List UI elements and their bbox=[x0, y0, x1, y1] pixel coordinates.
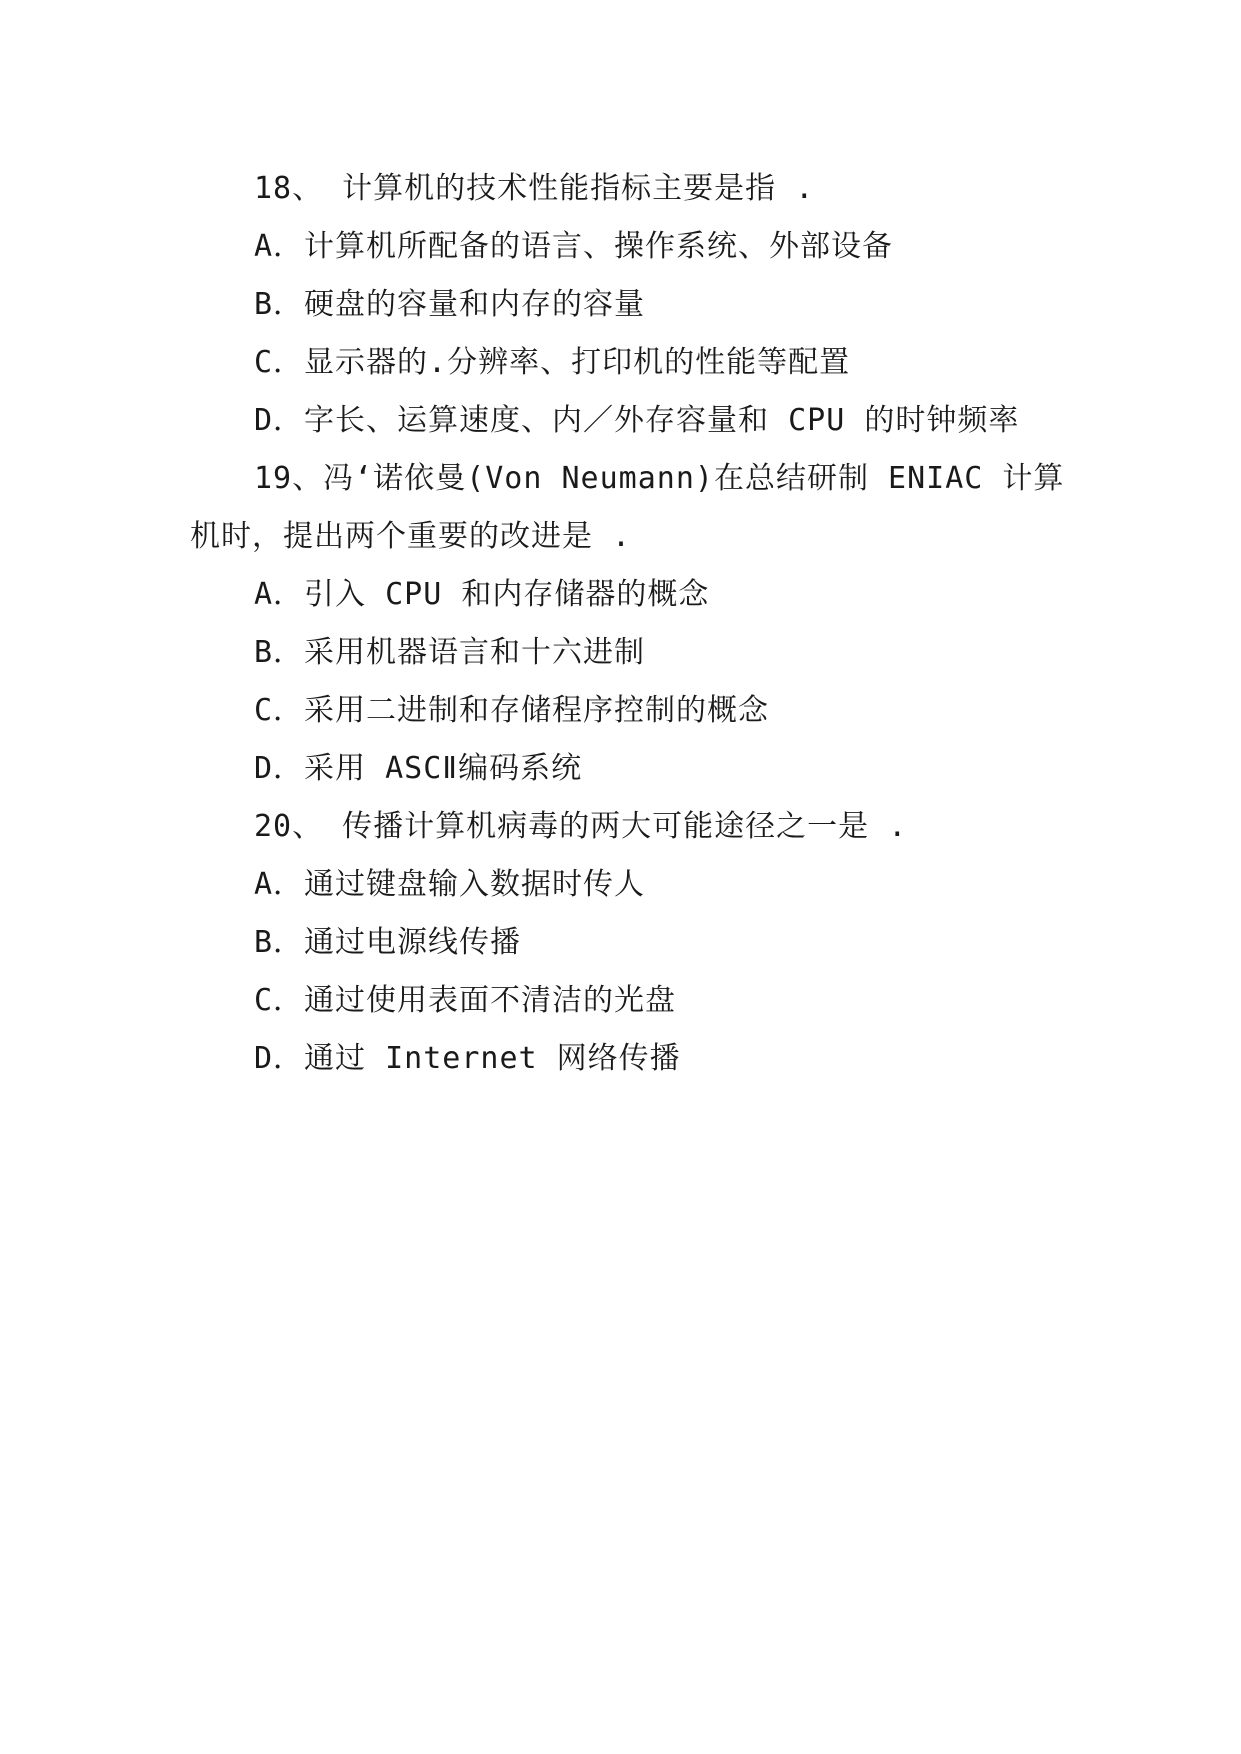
question-stem: 19、冯‘诺依曼(Von Neumann)在总结研制 ENIAC 计算 bbox=[254, 461, 1065, 496]
option-b: B．通过电源线传播 bbox=[254, 925, 522, 960]
option-b: B．采用机器语言和十六进制 bbox=[254, 635, 646, 670]
option-b: B．硬盘的容量和内存的容量 bbox=[254, 287, 646, 322]
option-d: D．通过 Internet 网络传播 bbox=[254, 1041, 681, 1076]
option-c: C．采用二进制和存储程序控制的概念 bbox=[254, 693, 770, 728]
question-19 bbox=[190, 450, 1070, 798]
question-18 bbox=[190, 160, 1070, 450]
question-stem: 18、 计算机的技术性能指标主要是指 . bbox=[254, 171, 815, 206]
option-a: A．通过键盘输入数据时传人 bbox=[254, 867, 646, 902]
option-a: A．计算机所配备的语言、操作系统、外部设备 bbox=[254, 229, 894, 264]
option-d: D．字长、运算速度、内／外存容量和 CPU 的时钟频率 bbox=[254, 403, 1020, 438]
question-stem: 20、 传播计算机病毒的两大可能途径之一是 . bbox=[254, 809, 908, 844]
question-stem-continuation: 机时，提出两个重要的改进是 . bbox=[190, 519, 632, 554]
option-a: A．引入 CPU 和内存储器的概念 bbox=[254, 577, 710, 612]
option-c: C．通过使用表面不清洁的光盘 bbox=[254, 983, 677, 1018]
document-content bbox=[190, 160, 1070, 1088]
option-c: C．显示器的.分辨率、打印机的性能等配置 bbox=[254, 345, 851, 380]
question-20 bbox=[190, 798, 1070, 1088]
option-d: D．采用 ASCⅡ编码系统 bbox=[254, 751, 583, 786]
